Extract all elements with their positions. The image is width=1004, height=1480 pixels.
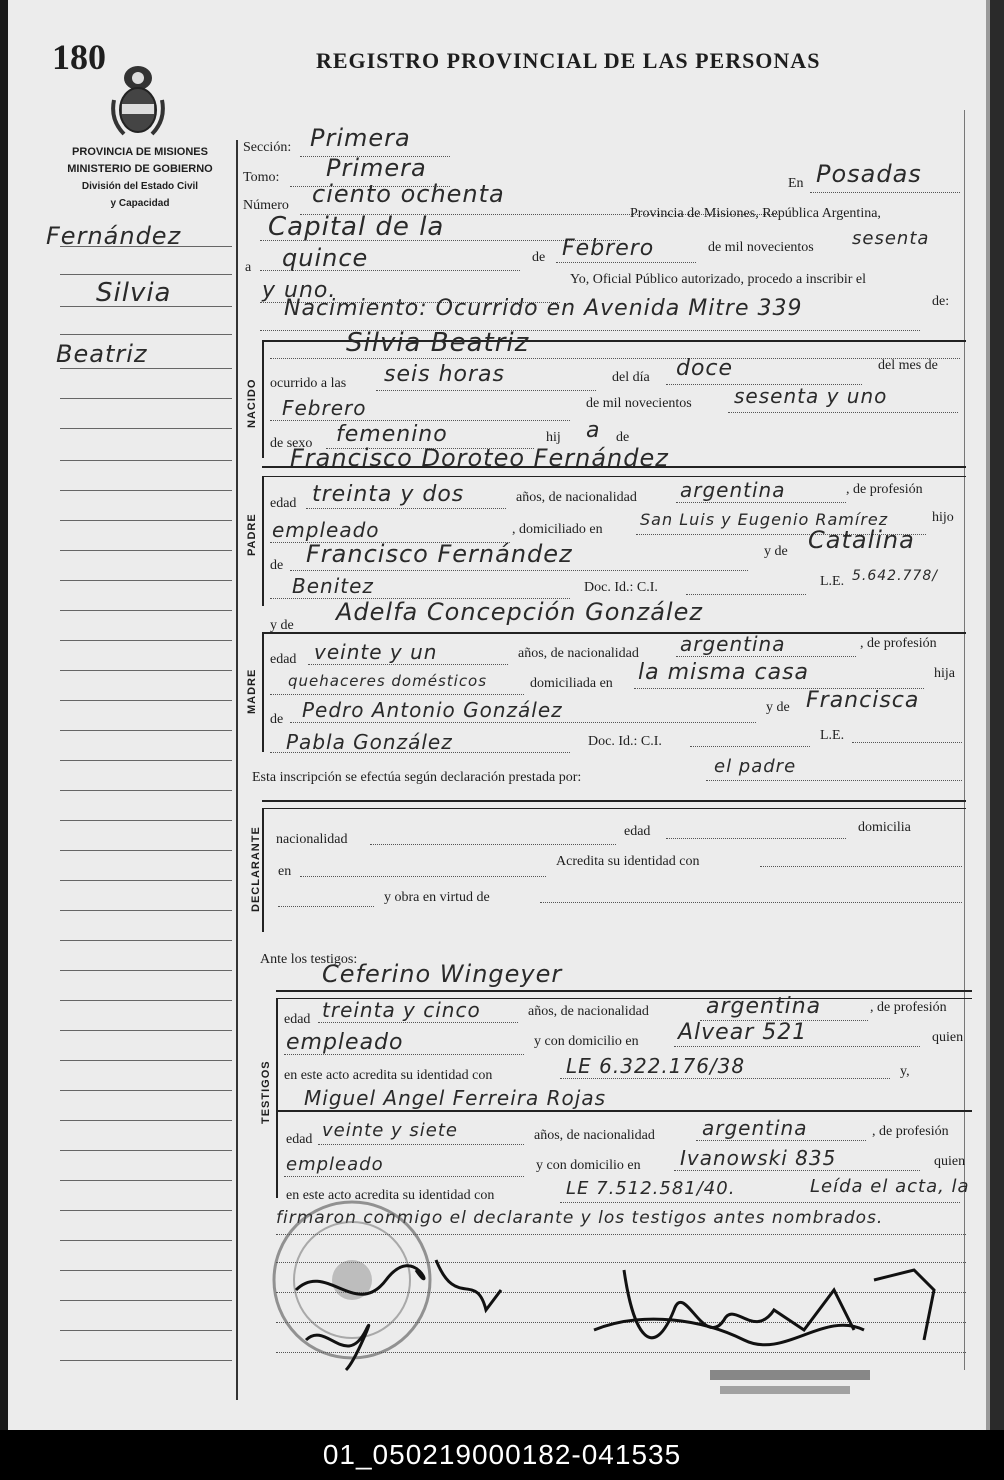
madre-bracket (262, 632, 264, 752)
hij-suffix-value: a (586, 418, 601, 443)
declarante-obra-label: y obra en virtud de (384, 890, 490, 905)
t1-profesion-value: empleado (286, 1030, 404, 1055)
en-value: Posadas (816, 160, 922, 188)
declarante-domicilia-label: domicilia (858, 820, 911, 835)
nombre-value: Silvia Beatriz (346, 328, 530, 358)
madre-edad-value: veinte y un (314, 640, 438, 664)
witness-signatures (286, 1250, 516, 1380)
numero-label: Número (243, 198, 289, 213)
left-column-divider (236, 140, 238, 1400)
image-id-footer: 01_050219000182-041535 (0, 1430, 1004, 1480)
testigos-top-rule (276, 990, 972, 992)
del-dia-label: del día (612, 370, 650, 385)
margin-name-1: Silvia (96, 278, 172, 308)
tomo-label: Tomo: (243, 170, 280, 185)
t2-edad-label: edad (286, 1132, 313, 1147)
a-label: a (245, 260, 252, 275)
padre-nombre-value: Francisco Doroteo Fernández (290, 444, 669, 472)
anio2-value: y uno. (262, 278, 337, 303)
madre-label: MADRE (246, 668, 258, 714)
testigo1-nombre-value: Ceferino Wingeyer (322, 960, 563, 988)
t2-quien-label: quien (934, 1154, 966, 1169)
madre-hija-label: hija (934, 666, 955, 681)
inscripcion-label: Esta inscripción se efectúa según declaración prestada por: (252, 770, 582, 785)
testigos-label: TESTIGOS (260, 1060, 272, 1124)
padre-de-label: de (270, 558, 284, 573)
hij-label: hij (546, 430, 561, 445)
seccion-label: Sección: (243, 140, 292, 155)
page-edge (990, 0, 1004, 1430)
de-label: de (532, 250, 546, 265)
t1-quien-label: quien (932, 1030, 964, 1045)
t2-doc-value: LE 7.512.581/40. (566, 1178, 736, 1199)
t2-profesion-label: , de profesión (872, 1124, 949, 1139)
yo-label: Yo, Oficial Público autorizado, procedo a inscribir el (570, 272, 867, 287)
t1-anios-label: años, de nacionalidad (528, 1004, 649, 1019)
anio-nac-value: sesenta y uno (734, 384, 888, 408)
declarante-en-label: en (278, 864, 292, 879)
padre-madre2-value: Benitez (292, 574, 374, 598)
t1-nacionalidad-value: argentina (706, 994, 822, 1019)
t1-y-label: y, (900, 1064, 910, 1079)
del-mes-label: del mes de (878, 358, 938, 373)
testigo2-nombre-value: Miguel Angel Ferreira Rojas (304, 1086, 606, 1110)
testigos-ante-label: Ante los testigos: (260, 952, 358, 967)
declarante-top-rule (262, 800, 966, 802)
padre-madre-value: Catalina (808, 526, 915, 554)
declarante-label: DECLARANTE (250, 826, 262, 912)
madre-top-rule (262, 632, 966, 634)
authority-line-4: y Capacidad (110, 198, 170, 209)
padre-edad-value: treinta y dos (312, 482, 465, 507)
madre-anios-label: años, de nacionalidad (518, 646, 639, 661)
cierre-line-2: firmaron conmigo el declarante y los testigos antes nombrados. (276, 1208, 884, 1228)
provincia-label: Provincia de Misiones, República Argentina, (630, 206, 881, 221)
madre-doc-label: Doc. Id.: C.I. (588, 734, 662, 749)
numero-value: ciento ochenta (312, 180, 505, 208)
nacido-bracket (262, 340, 264, 458)
authority-line-1: PROVINCIA DE MISIONES (72, 146, 208, 158)
declarante-acredita-label: Acredita su identidad con (556, 854, 700, 869)
margin-surname: Fernández (46, 222, 182, 250)
en-label: En (788, 176, 804, 191)
padre-label: PADRE (246, 513, 258, 556)
hora-value: seis horas (384, 362, 505, 387)
madre-edad-label: edad (270, 652, 297, 667)
folio-number: 180 (52, 37, 106, 77)
de-mil-nac-label: de mil novecientos (586, 396, 692, 411)
padre-le-value: 5.642.778/ (852, 568, 938, 584)
ocurrido-label: ocurrido a las (270, 376, 347, 391)
madre-y-de-label: y de (270, 618, 294, 633)
madre-de-label: de (270, 712, 284, 727)
t1-domicilio-value: Alvear 521 (678, 1020, 808, 1045)
anio-value: sesenta (852, 228, 930, 249)
madre-madre2-value: Pabla González (286, 730, 453, 754)
madre-domiciliada-label: domiciliada en (530, 676, 613, 691)
authority-line-2: MINISTERIO DE GOBIERNO (67, 163, 213, 175)
padre-bracket (262, 476, 264, 606)
seccion-value: Primera (310, 124, 411, 152)
mes-value: Febrero (562, 236, 655, 261)
padre-anios-label: años, de nacionalidad (516, 490, 637, 505)
padre-hijo-label: hijo (932, 510, 954, 525)
t2-domicilio-label: y con domicilio en (536, 1158, 641, 1173)
madre-madre-value: Francisca (806, 688, 920, 713)
padre-nacionalidad-value: argentina (680, 478, 786, 502)
madre-domicilio-value: la misma casa (638, 660, 810, 685)
madre-profesion-label: , de profesión (860, 636, 937, 651)
de-mil-label: de mil novecientos (708, 240, 814, 255)
padre-profesion-label: , de profesión (846, 482, 923, 497)
acto-value: Nacimiento: Ocurrido en Avenida Mitre 339 (284, 296, 803, 321)
madre-padre-value: Pedro Antonio González (302, 698, 563, 722)
ciudad-value: Capital de la (268, 212, 445, 242)
sexo-value: femenino (336, 422, 448, 447)
nacido-label: NACIDO (246, 378, 258, 428)
t1-edad-label: edad (284, 1012, 311, 1027)
t2-nacionalidad-value: argentina (702, 1116, 808, 1140)
authority-block (50, 144, 230, 212)
padre-doc-label: Doc. Id.: C.I. (584, 580, 658, 595)
t2-edad-value: veinte y siete (322, 1120, 458, 1141)
t1-doc-value: LE 6.322.176/38 (566, 1054, 746, 1078)
madre-profesion-value: quehaceres domésticos (288, 672, 488, 690)
padre-domicilio-value: San Luis y Eugenio Ramírez (640, 510, 889, 529)
padre-padre-value: Francisco Fernández (306, 540, 573, 568)
testigos-bracket (276, 998, 278, 1198)
t2-anios-label: años, de nacionalidad (534, 1128, 655, 1143)
t1-domicilio-label: y con domicilio en (534, 1034, 639, 1049)
padre-profesion-value: empleado (272, 518, 380, 542)
tomo-value: Primera (326, 154, 427, 182)
dia-nac-value: doce (676, 356, 734, 381)
padre-le-label: L.E. (820, 574, 845, 589)
inscripcion-value: el padre (714, 756, 797, 777)
t1-profesion-label: , de profesión (870, 1000, 947, 1015)
madre-nombre-value: Adelfa Concepción González (336, 598, 703, 626)
padre-edad-label: edad (270, 496, 297, 511)
padre-y-de-label: y de (764, 544, 788, 559)
declarante-edad-label: edad (624, 824, 651, 839)
declarante-nacionalidad-label: nacionalidad (276, 832, 348, 847)
mes-nac-value: Febrero (282, 396, 367, 420)
t1-acredita-label: en este acto acredita su identidad con (284, 1068, 493, 1083)
padre-domiciliado-label: , domiciliado en (512, 522, 603, 537)
t2-acredita-label: en este acto acredita su identidad con (286, 1188, 495, 1203)
coat-of-arms-icon (108, 60, 168, 142)
dia-value: quince (282, 244, 369, 272)
t2-profesion-value: empleado (286, 1154, 384, 1175)
margin-name-2: Beatriz (56, 340, 148, 368)
de-nac-label: de (616, 430, 630, 445)
declarante-bracket (262, 808, 264, 932)
t1-edad-value: treinta y cinco (322, 998, 481, 1022)
cierre-line-1: Leída el acta, la (810, 1176, 970, 1197)
madre-y-de2-label: y de (766, 700, 790, 715)
page-title: REGISTRO PROVINCIAL DE LAS PERSONAS (316, 48, 821, 73)
madre-nacionalidad-value: argentina (680, 632, 786, 656)
testigo2-rule (276, 1110, 972, 1112)
t2-domicilio-value: Ivanowski 835 (680, 1146, 837, 1170)
authority-line-3: División del Estado Civil (81, 181, 199, 192)
sexo-label: de sexo (270, 436, 313, 451)
madre-le-label: L.E. (820, 728, 845, 743)
stamp-mark (700, 1360, 880, 1406)
de-colon-label: de: (932, 294, 950, 309)
